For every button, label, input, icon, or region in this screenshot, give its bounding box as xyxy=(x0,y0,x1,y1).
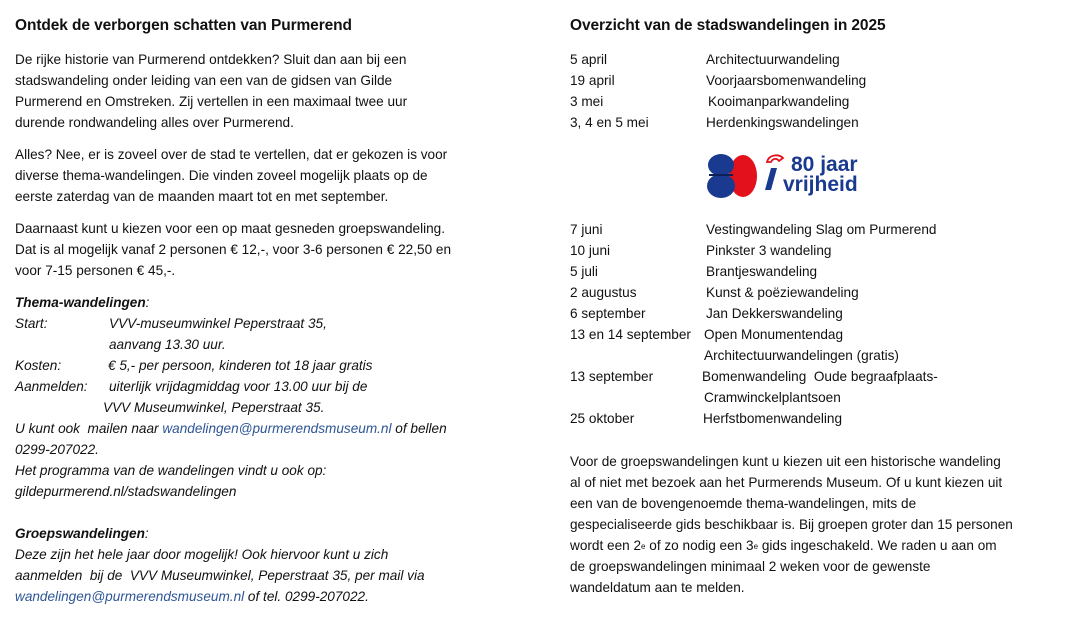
groep-line: aanmelden bij de VVV Museumwinkel, Peperstraat 35, per mail via xyxy=(15,568,425,583)
thema-aanmelden-row xyxy=(15,376,535,397)
schedule-row xyxy=(570,112,1050,133)
start-value-2: aanvang 13.30 uur. xyxy=(109,337,226,352)
kosten-value: € 5,- per persoon, kinderen tot 18 jaar gratis xyxy=(108,358,373,373)
aanmelden-value: uiterlijk vrijdagmiddag voor 13.00 uur bij de xyxy=(109,379,368,394)
groep-info-line: de groepswandelingen minimaal 2 weken voor de gewenste xyxy=(570,559,931,574)
text-segment: gids ingeschakeld. We raden u aan om xyxy=(758,538,997,553)
schedule-event: Vestingwandeling Slag om Purmerend xyxy=(706,222,937,237)
phone-text: 0299-207022. xyxy=(15,442,99,457)
groep-info-line: al of niet met bezoek aan het Purmerends Museum. Of u kunt kiezen uit xyxy=(570,475,1003,490)
schedule-event: Bomenwandeling Oude begraafplaats- xyxy=(702,369,938,384)
schedule-row xyxy=(570,219,1050,240)
alles-line: eerste zaterdag van de maanden maart tot en met september. xyxy=(15,189,389,204)
schedule-date: 5 juli xyxy=(570,264,598,279)
groep-info-line: wandeldatum aan te melden. xyxy=(570,580,745,595)
schedule-date: 19 april xyxy=(570,73,615,88)
alles-paragraph xyxy=(15,144,447,207)
schedule-date: 3, 4 en 5 mei xyxy=(570,115,649,130)
schedule-date: 6 september xyxy=(570,306,646,321)
schedule-date: 13 september xyxy=(570,369,654,384)
groep-section xyxy=(15,523,425,607)
schedule-date: 25 oktober xyxy=(570,411,635,426)
daarnaast-line: Daarnaast kunt u kiezen voor een op maat gesneden groepswandeling. xyxy=(15,221,446,236)
schedule-date: 2 augustus xyxy=(570,285,637,300)
email-link[interactable]: wandelingen@purmerendsmuseum.nl xyxy=(162,421,392,436)
groep-info-paragraph xyxy=(570,451,1013,598)
thema-heading-text: Thema-wandelingen xyxy=(15,295,146,310)
groep-line-3 xyxy=(15,586,425,607)
groep-heading xyxy=(15,523,425,544)
intro-line: Purmerend en Omstreken. Zij vertellen in een maximaal twee uur xyxy=(15,94,408,109)
groep-heading-colon: : xyxy=(144,526,149,541)
schedule-event: Voorjaarsbomenwandeling xyxy=(706,73,867,88)
groep-heading-text: Groepswandelingen xyxy=(15,526,145,541)
schedule-date: 13 en 14 september xyxy=(570,327,691,342)
start-label: Start: xyxy=(15,316,48,331)
daarnaast-paragraph xyxy=(15,218,451,281)
thema-kosten-row xyxy=(15,355,535,376)
aanmelden-value-2: VVV Museumwinkel, Peperstraat 35. xyxy=(103,400,325,415)
alles-line: Alles? Nee, er is zoveel over de stad te vertellen, dat er gekozen is voor xyxy=(15,147,448,162)
logo-text-line1: 80 jaar xyxy=(791,153,858,176)
text-segment: of zo nodig een 3 xyxy=(645,538,754,553)
right-title: Overzicht van de stadswandelingen in 2025 xyxy=(570,17,886,34)
programma-text: Het programma van de wandelingen vindt u ook op: xyxy=(15,463,327,478)
schedule-event-continued: Architectuurwandelingen (gratis) xyxy=(704,348,899,363)
schedule-row xyxy=(570,261,1050,282)
groep-line-suffix: of tel. 0299-207022. xyxy=(244,589,369,604)
kosten-label: Kosten: xyxy=(15,358,62,373)
thema-start-row xyxy=(15,313,535,334)
thema-aanmelden-row-2 xyxy=(15,397,535,418)
intro-line: De rijke historie van Purmerend ontdekken? Sluit dan aan bij een xyxy=(15,52,407,67)
schedule-event: Herfstbomenwandeling xyxy=(703,411,843,426)
schedule-event: Kunst & poëziewandeling xyxy=(706,285,859,300)
start-value: VVV-museumwinkel Peperstraat 35, xyxy=(109,316,327,331)
schedule-event: Herdenkingswandelingen xyxy=(706,115,859,130)
groep-info-line: Voor de groepswandelingen kunt u kiezen uit een historische wandeling xyxy=(570,454,1001,469)
groep-info-line: gespecialiseerde gids beschikbaar is. Bij groepen groter dan 15 personen xyxy=(570,517,1013,532)
schedule-row xyxy=(570,70,1050,91)
aanmelden-label: Aanmelden: xyxy=(15,379,88,394)
intro-paragraph xyxy=(15,49,407,133)
schedule-date: 3 mei xyxy=(570,94,604,109)
left-title: Ontdek de verborgen schatten van Purmerend xyxy=(15,17,352,34)
thema-heading xyxy=(15,292,149,313)
superscript: e xyxy=(641,542,646,551)
schedule-event: Open Monumentendag xyxy=(704,327,844,342)
mail-line xyxy=(15,418,447,439)
alles-line: diverse thema-wandelingen. Die vinden zoveel mogelijk plaats op de xyxy=(15,168,428,183)
schedule-event: Architectuurwandeling xyxy=(706,52,840,67)
mail-suffix: of bellen xyxy=(391,421,447,436)
groep-email-link[interactable]: wandelingen@purmerendsmuseum.nl xyxy=(15,589,245,604)
schedule-row xyxy=(570,91,1050,112)
daarnaast-line: voor 7-15 personen € 45,-. xyxy=(15,263,176,278)
schedule-row xyxy=(570,324,1050,366)
schedule-row xyxy=(570,240,1050,261)
schedule-row xyxy=(570,282,1050,303)
80-jaar-vrijheid-logo xyxy=(705,152,895,200)
thema-heading-colon: : xyxy=(145,295,150,310)
intro-line: durende rondwandeling alles over Purmerend. xyxy=(15,115,294,130)
schedule-row xyxy=(570,366,1050,408)
groep-info-line: een van de bovengenoemde thema-wandelingen, mits de xyxy=(570,496,917,511)
schedule-date: 7 juni xyxy=(570,222,603,237)
schedule-date: 5 april xyxy=(570,52,608,67)
mail-prefix: U kunt ook mailen naar xyxy=(15,421,163,436)
thema-contact xyxy=(15,418,447,502)
intro-line: stadswandeling onder leiding van een van de gidsen van Gilde xyxy=(15,73,393,88)
text-segment: wordt een 2 xyxy=(570,538,642,553)
daarnaast-line: Dat is al mogelijk vanaf 2 personen € 12,-, voor 3-6 personen € 22,50 en xyxy=(15,242,452,257)
schedule-event: Jan Dekkerswandeling xyxy=(706,306,843,321)
superscript: e xyxy=(753,542,759,551)
schedule-row xyxy=(570,303,1050,324)
groep-info-line-5 xyxy=(570,535,1013,556)
thema-start-row-2 xyxy=(15,334,535,355)
website-text[interactable]: gildepurmerend.nl/stadswandelingen xyxy=(15,484,237,499)
schedule-event-continued: Cramwinckelplantsoen xyxy=(704,390,841,405)
schedule-date: 10 juni xyxy=(570,243,611,258)
schedule-event: Brantjeswandeling xyxy=(706,264,818,279)
schedule-row xyxy=(570,49,1050,70)
schedule-row xyxy=(570,408,1050,429)
schedule-event: Pinkster 3 wandeling xyxy=(706,243,832,258)
groep-line: Deze zijn het hele jaar door mogelijk! Ook hiervoor kunt u zich xyxy=(15,547,389,562)
schedule-event: Kooimanparkwandeling xyxy=(708,94,850,109)
logo-text-line2: vrijheid xyxy=(783,173,858,196)
